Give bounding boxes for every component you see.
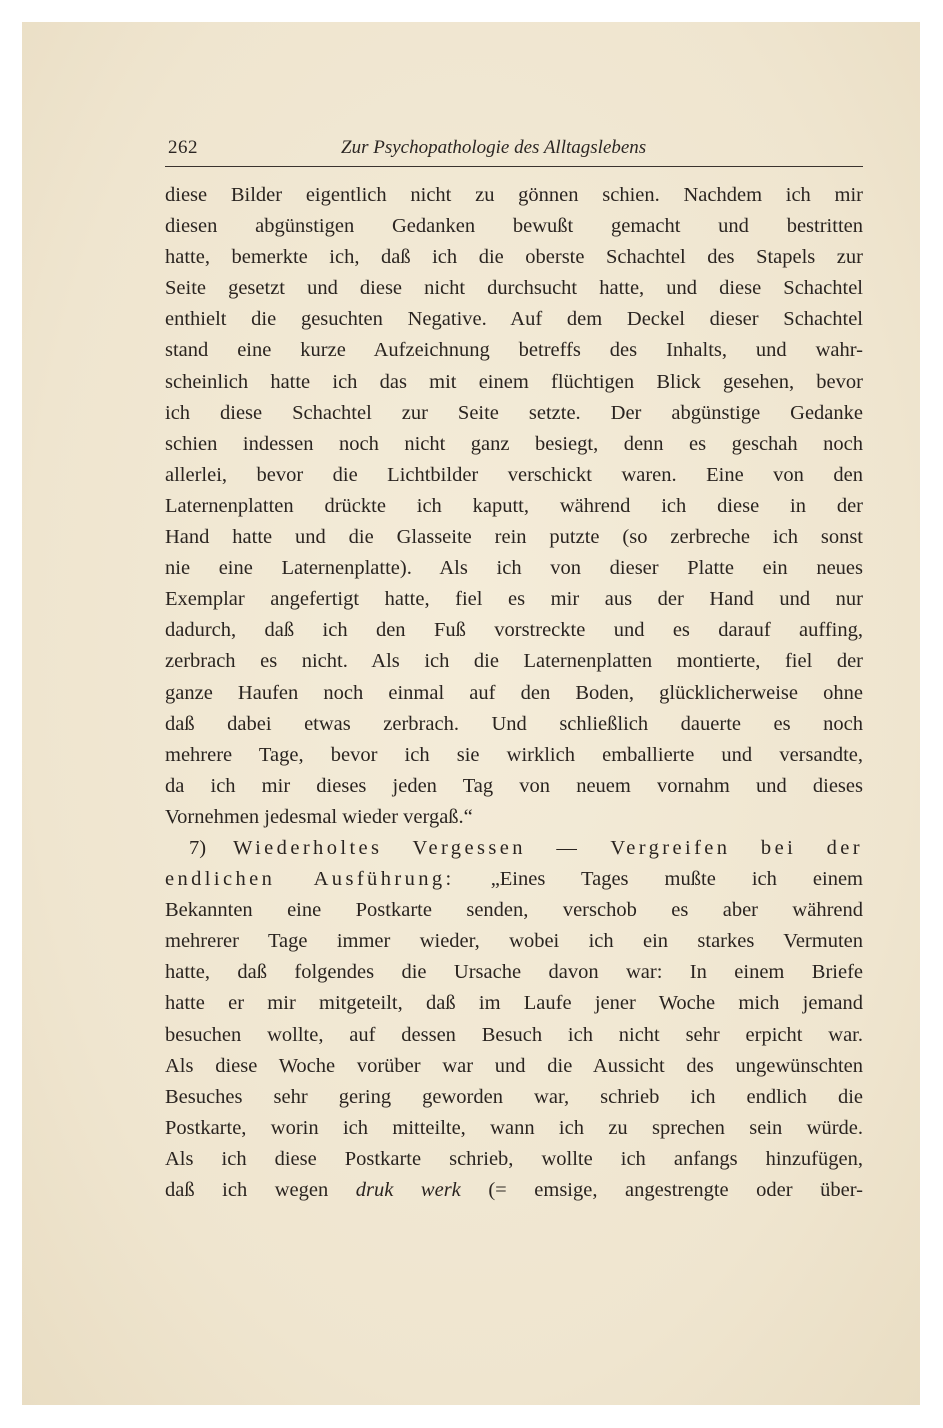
text-line: diesen abgünstigen Gedanken bewußt gemacht und bestritten (165, 215, 863, 238)
section-number: 7) (189, 836, 207, 859)
text-line: allerlei, bevor die Lichtbilder verschickt waren. Eine von den (165, 463, 863, 486)
text-line: zerbrach es nicht. Als ich die Laternenplatten montierte, fiel der (165, 650, 863, 673)
section-heading-continued: endlichen Ausführung: (165, 868, 455, 891)
text-line: Vornehmen jedesmal wieder vergaß.“ (165, 805, 473, 828)
text-line: Hand hatte und die Glasseite rein putzte (so zerbreche ich sonst (165, 526, 863, 549)
text-line: besuchen wollte, auf dessen Besuch ich nicht sehr erpicht war. (165, 1023, 863, 1046)
page-number: 262 (168, 137, 198, 158)
header-rule (165, 166, 863, 167)
text-line: mehrerer Tage immer wieder, wobei ich ein starkes Vermuten (165, 930, 863, 953)
text-line: da ich mir dieses jeden Tag von neuem vornahm und dieses (165, 774, 863, 797)
text-line: Besuches sehr gering geworden war, schrieb ich endlich die (165, 1085, 863, 1108)
text-line: ich diese Schachtel zur Seite setzte. Der abgünstige Gedanke (165, 401, 863, 424)
running-title: Zur Psychopathologie des Alltagslebens (341, 137, 647, 158)
text-line: Exemplar angefertigt hatte, fiel es mir aus der Hand und nur (165, 588, 863, 611)
text-fragment: (= emsige, angestrengte oder über- (488, 1179, 863, 1201)
text-line: hatte, bemerkte ich, daß ich die oberste Schachtel des Stapels zur (165, 246, 863, 269)
text-line: stand eine kurze Aufzeichnung betreffs des Inhalts, und wahr- (165, 339, 863, 362)
text-line: Bekannten eine Postkarte senden, verschob es aber während (165, 899, 863, 922)
text-line: Postkarte, worin ich mitteilte, wann ich zu sprechen sein würde. (165, 1116, 863, 1139)
text-line: dadurch, daß ich den Fuß vorstreckte und es darauf auffing, (165, 619, 863, 642)
text-line: enthielt die gesuchten Negative. Auf dem Deckel dieser Schachtel (165, 308, 863, 331)
text-line: scheinlich hatte ich das mit einem flüchtigen Blick gesehen, bevor (165, 370, 863, 393)
text-fragment: „Eines Tages mußte ich einem (490, 868, 864, 891)
text-line: daß dabei etwas zerbrach. Und schließlich dauerte es noch (165, 712, 863, 735)
text-line-final (165, 1175, 863, 1206)
text-line: hatte, daß folgendes die Ursache davon war: In einem Briefe (165, 961, 863, 984)
text-line: diese Bilder eigentlich nicht zu gönnen schien. Nachdem ich mir (165, 184, 863, 206)
section-heading: Wiederholtes Vergessen — Vergreifen bei der (233, 836, 864, 859)
text-line: schien indessen noch nicht ganz besiegt, denn es geschah noch (165, 432, 863, 455)
page-header (165, 137, 863, 163)
italic-term: druk werk (355, 1179, 461, 1201)
section-heading-line (165, 833, 863, 864)
text-line: Als diese Woche vorüber war und die Aussicht des ungewünschten (165, 1054, 863, 1077)
text-line: Laternenplatten drückte ich kaputt, während ich diese in der (165, 494, 863, 517)
text-line: Als ich diese Postkarte schrieb, wollte ich anfangs hinzufügen, (165, 1147, 863, 1170)
text-line: mehrere Tage, bevor ich sie wirklich emballierte und versandte, (165, 743, 863, 766)
section-heading-line-2 (165, 864, 863, 895)
text-line: ganze Haufen noch einmal auf den Boden, glücklicherweise ohne (165, 681, 863, 704)
text-line: Seite gesetzt und diese nicht durchsucht hatte, und diese Schachtel (165, 277, 863, 300)
body-text (165, 180, 863, 1206)
text-line: hatte er mir mitgeteilt, daß im Laufe jener Woche mich jemand (165, 992, 863, 1015)
text-fragment: daß ich wegen (165, 1179, 356, 1201)
text-line: nie eine Laternenplatte). Als ich von dieser Platte ein neues (165, 557, 863, 580)
